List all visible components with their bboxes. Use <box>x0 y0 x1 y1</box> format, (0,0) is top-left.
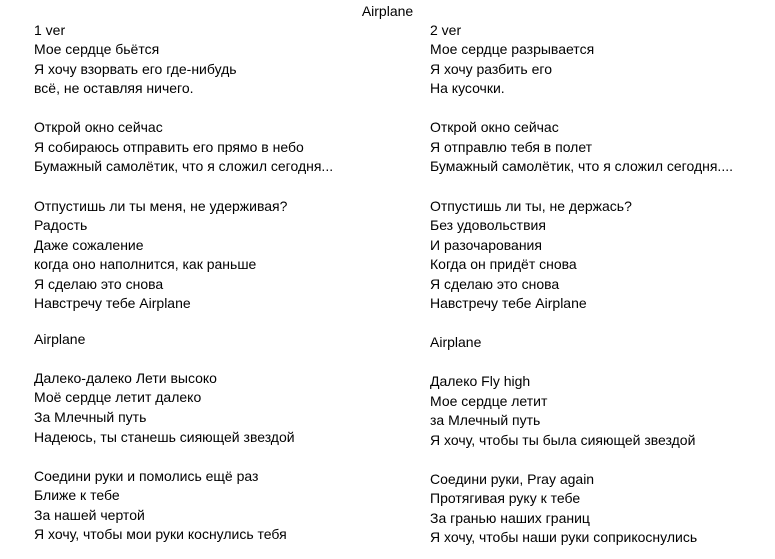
lyric-line: Мое сердце летит <box>430 393 548 409</box>
lyric-line: Далеко-далеко Лети высоко <box>34 370 217 386</box>
lyric-line: Я отправлю тебя в полет <box>430 139 593 155</box>
lyric-line: всё, не оставляя ничего. <box>34 80 194 96</box>
lyric-line: Моё сердце летит далеко <box>34 389 202 405</box>
lyric-line: Отпустишь ли ты, не держась? <box>430 198 632 214</box>
lyric-line: Я хочу взорвать его где-нибудь <box>34 61 237 77</box>
lyric-line: За нашей чертой <box>34 507 145 523</box>
lyric-line: Протягивая руку к тебе <box>430 490 581 506</box>
lyric-line: Когда он придёт снова <box>430 256 577 272</box>
lyric-line: Открой окно сейчас <box>34 119 163 135</box>
lyric-line: Радость <box>34 217 88 233</box>
lyric-line: Без удовольствия <box>430 217 546 233</box>
lyric-line: 2 ver <box>430 22 462 38</box>
lyric-line: Открой окно сейчас <box>430 119 559 135</box>
lyric-line: Навстречу тебе Airplane <box>34 295 191 311</box>
lyric-line: Я собираюсь отправить его прямо в небо <box>34 139 304 155</box>
lyric-line: И разочарования <box>430 237 542 253</box>
lyric-line: 1 ver <box>34 22 66 38</box>
lyric-line: Соедини руки, Pray again <box>430 471 595 487</box>
lyric-line: За гранью наших границ <box>430 510 590 526</box>
lyric-line: Я хочу, чтобы ты была сияющей звездой <box>430 432 696 448</box>
lyric-line: Бумажный самолётик, что я сложил сегодня.... <box>430 158 733 174</box>
lyric-line: На кусочки. <box>430 80 505 96</box>
lyric-line: за Млечный путь <box>430 412 541 428</box>
lyric-line: когда оно наполнится, как раньше <box>34 256 257 272</box>
lyric-line: За Млечный путь <box>34 409 147 425</box>
lyric-line: Мое сердце бьётся <box>34 41 160 57</box>
lyric-line: Навстречу тебе Airplane <box>430 295 587 311</box>
lyric-line: Бумажный самолётик, что я сложил сегодня... <box>34 158 334 174</box>
lyric-line: Ближе к тебе <box>34 487 120 503</box>
lyric-line: Далеко Fly high <box>430 373 531 389</box>
lyric-line: Я сделаю это снова <box>34 276 164 292</box>
lyric-line: Отпустишь ли ты меня, не удерживая? <box>34 198 288 214</box>
lyric-line: Я хочу, чтобы наши руки соприкоснулись <box>430 529 698 545</box>
lyric-line: Соедини руки и помолись ещё раз <box>34 468 259 484</box>
lyric-line: Я сделаю это снова <box>430 276 560 292</box>
lyric-line: Надеюсь, ты станешь сияющей звездой <box>34 429 295 445</box>
lyric-line: Я хочу, чтобы мои руки коснулись тебя <box>34 526 287 542</box>
lyric-line: Я хочу разбить его <box>430 61 552 77</box>
lyric-line: Даже сожаление <box>34 237 144 253</box>
document-title: Airplane <box>361 3 414 19</box>
lyric-line: Airplane <box>430 334 482 350</box>
lyric-line: Мое сердце разрывается <box>430 41 595 57</box>
lyric-line: Airplane <box>34 331 86 347</box>
